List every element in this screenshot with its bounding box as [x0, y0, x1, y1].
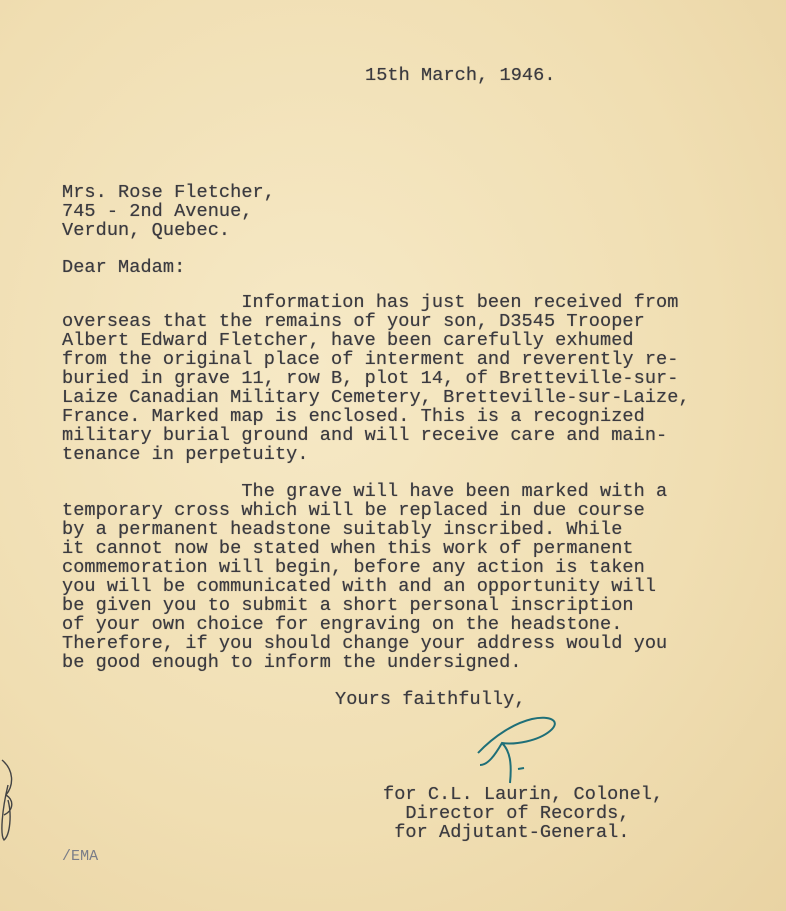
- closing: Yours faithfully,: [335, 689, 526, 710]
- text-line: Therefore, if you should change your address would you: [62, 633, 668, 654]
- paragraph-2: [62, 482, 667, 672]
- letter-date: 15th March, 1946.: [365, 65, 556, 86]
- text-line: for C.L. Laurin, Colonel,: [383, 784, 664, 805]
- text-line: of your own choice for engraving on the headstone.: [62, 614, 623, 635]
- text-line: temporary cross which will be replaced in due course: [62, 500, 645, 521]
- text-line: buried in grave 11, row B, plot 14, of Bretteville-sur-: [62, 368, 679, 389]
- typist-reference: /EMA: [62, 848, 99, 865]
- text-line: France. Marked map is enclosed. This is a recognized: [62, 406, 645, 427]
- text-line: for Adjutant-General.: [383, 822, 630, 843]
- text-line: be good enough to inform the undersigned.: [62, 652, 522, 673]
- signature-block: [383, 785, 663, 842]
- text-line: it cannot now be stated when this work of permanent: [62, 538, 634, 559]
- text-line: 745 - 2nd Avenue,: [62, 201, 253, 222]
- text-line: Albert Edward Fletcher, have been carefully exhumed: [62, 330, 634, 351]
- margin-pencil-mark: [0, 755, 30, 845]
- text-line: you will be communicated with and an opportunity will: [62, 576, 657, 597]
- text-line: Information has just been received from: [62, 292, 679, 313]
- text-line: military burial ground and will receive care and main-: [62, 425, 668, 446]
- salutation: Dear Madam:: [62, 257, 186, 278]
- text-line: tenance in perpetuity.: [62, 444, 309, 465]
- handwritten-signature: [470, 715, 580, 790]
- text-line: Mrs. Rose Fletcher,: [62, 182, 275, 203]
- text-line: commemoration will begin, before any action is taken: [62, 557, 645, 578]
- text-line: The grave will have been marked with a: [62, 481, 668, 502]
- text-line: Director of Records,: [383, 803, 630, 824]
- text-line: overseas that the remains of your son, D3545 Trooper: [62, 311, 645, 332]
- text-line: Laize Canadian Military Cemetery, Bretteville-sur-Laize,: [62, 387, 690, 408]
- recipient-address: [62, 183, 275, 240]
- text-line: by a permanent headstone suitably inscribed. While: [62, 519, 623, 540]
- text-line: Verdun, Quebec.: [62, 220, 231, 241]
- text-line: from the original place of interment and reverently re-: [62, 349, 679, 370]
- paragraph-1: [62, 293, 690, 464]
- text-line: be given you to submit a short personal inscription: [62, 595, 634, 616]
